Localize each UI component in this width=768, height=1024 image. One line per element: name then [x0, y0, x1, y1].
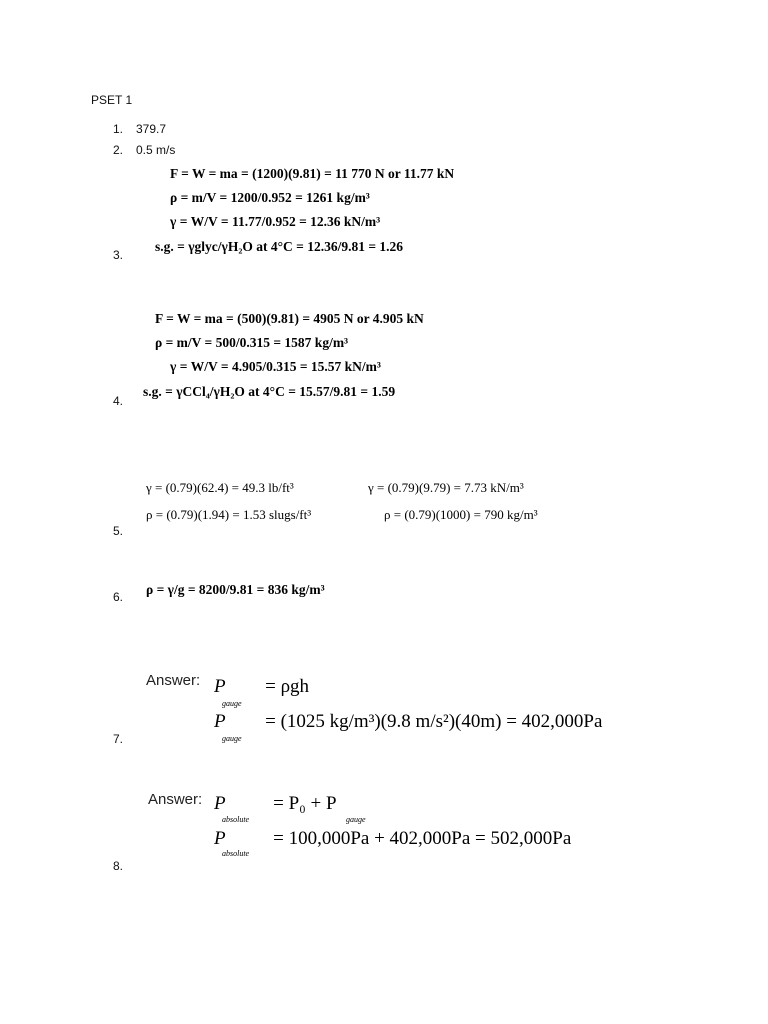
answer-7-line-1 [214, 676, 309, 698]
document-title: PSET 1 [91, 93, 133, 107]
item-number-2: 2. [113, 143, 124, 157]
answer-3-line-2: ρ = m/V = 1200/0.952 = 1261 kg/m³ [170, 190, 370, 205]
answer-4-line-1: F = W = ma = (500)(9.81) = 4905 N or 4.905 kN [155, 311, 424, 326]
answer-8-line-2-lhs: P [214, 828, 226, 849]
answer-7-line-1-lhs: P [214, 676, 226, 697]
answer-4-line-4: s.g. = γCCl₄/γH₂O at 4°C = 15.57/9.81 = 1.59 [143, 384, 396, 399]
answer-3-line-4: s.g. = γglyc/γH₂O at 4°C = 12.36/9.81 = 1.26 [155, 239, 404, 254]
answer-8-line-2 [214, 828, 571, 850]
answer-8-line-1-rhs: = P₀ + P [273, 793, 337, 814]
answer-7-line-1-subscript: gauge [222, 699, 242, 708]
answer-3-line-1: F = W = ma = (1200)(9.81) = 11 770 N or 11.77 kN [170, 166, 455, 181]
answer-4-line-3: γ = W/V = 4.905/0.315 = 15.57 kN/m³ [170, 359, 381, 374]
item-number-3: 3. [113, 248, 124, 262]
answer-1-text: 379.7 [136, 122, 167, 136]
answer-3-line-3: γ = W/V = 11.77/0.952 = 12.36 kN/m³ [170, 214, 381, 229]
answer-4-line-2: ρ = m/V = 500/0.315 = 1587 kg/m³ [155, 335, 349, 350]
answer-7-line-1-rhs: = ρgh [265, 676, 310, 697]
answer-8-line-1 [214, 793, 337, 815]
item-number-7: 7. [113, 732, 124, 746]
answer-5-rho-si: ρ = (0.79)(1000) = 790 kg/m³ [384, 507, 538, 522]
item-number-6: 6. [113, 590, 124, 604]
answer-6-line-1: ρ = γ/g = 8200/9.81 = 836 kg/m³ [146, 582, 325, 597]
item-number-1: 1. [113, 122, 124, 136]
answer-8-line-1-rhs-subscript: gauge [346, 815, 366, 824]
answer-7-line-2-subscript: gauge [222, 734, 242, 743]
answer-8-line-2-rhs: = 100,000Pa + 402,000Pa = 502,000Pa [273, 828, 572, 849]
answer-2-text: 0.5 m/s [136, 143, 176, 157]
item-number-4: 4. [113, 394, 124, 408]
answer-5-gamma-si: γ = (0.79)(9.79) = 7.73 kN/m³ [368, 480, 524, 495]
answer-8-line-1-lhs: P [214, 793, 226, 814]
answer-8-label: Answer: [148, 791, 203, 808]
item-number-5: 5. [113, 524, 124, 538]
item-number-8: 8. [113, 859, 124, 873]
answer-8-line-1-subscript: absolute [222, 815, 250, 824]
answer-5-rho-bg: ρ = (0.79)(1.94) = 1.53 slugs/ft³ [146, 507, 312, 522]
answer-7-label: Answer: [146, 672, 201, 689]
answer-7-line-2-lhs: P [214, 711, 226, 732]
answer-5-gamma-bg: γ = (0.79)(62.4) = 49.3 lb/ft³ [146, 480, 294, 495]
answer-7-line-2-rhs: = (1025 kg/m³)(9.8 m/s²)(40m) = 402,000Pa [265, 711, 603, 732]
answer-7-line-2 [214, 711, 602, 733]
answer-8-line-2-subscript: absolute [222, 849, 250, 858]
